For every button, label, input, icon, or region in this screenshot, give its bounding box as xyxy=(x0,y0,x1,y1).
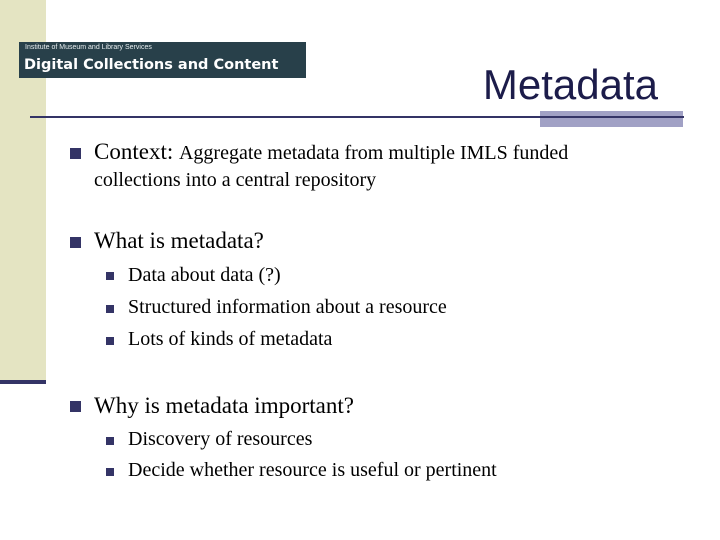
sub-bullet-square-icon xyxy=(106,305,114,313)
imls-logo xyxy=(19,42,306,78)
title-accent-bar xyxy=(540,111,683,127)
bullet-context-lead: Context: xyxy=(94,139,179,164)
bullet-context-continuation: collections into a central repository xyxy=(94,169,377,191)
bullet-context xyxy=(94,139,568,165)
bullet-why-important: Why is metadata important? xyxy=(94,393,354,418)
logo-name: Digital Collections and Content xyxy=(24,57,279,73)
bullet-context-text: Aggregate metadata from multiple IMLS funded xyxy=(178,142,569,164)
sub-bullet-item: Data about data (?) xyxy=(128,264,281,286)
sub-bullet-item: Structured information about a resource xyxy=(128,296,447,318)
bullet-square-icon xyxy=(70,401,81,412)
bullet-square-icon xyxy=(70,237,81,248)
sub-bullet-square-icon xyxy=(106,468,114,476)
sub-bullet-square-icon xyxy=(106,437,114,445)
logo-org-line: Institute of Museum and Library Services xyxy=(25,44,152,51)
slide-title: Metadata xyxy=(482,61,658,108)
bullet-what-is-metadata: What is metadata? xyxy=(94,228,264,253)
bullet-square-icon xyxy=(70,148,81,159)
title-divider xyxy=(30,116,684,118)
sub-bullet-item: Discovery of resources xyxy=(128,428,313,450)
sub-bullet-item: Decide whether resource is useful or pertinent xyxy=(128,459,497,481)
sub-bullet-square-icon xyxy=(106,337,114,345)
left-band-divider xyxy=(0,380,46,384)
sub-bullet-square-icon xyxy=(106,272,114,280)
sub-bullet-item: Lots of kinds of metadata xyxy=(128,328,333,350)
